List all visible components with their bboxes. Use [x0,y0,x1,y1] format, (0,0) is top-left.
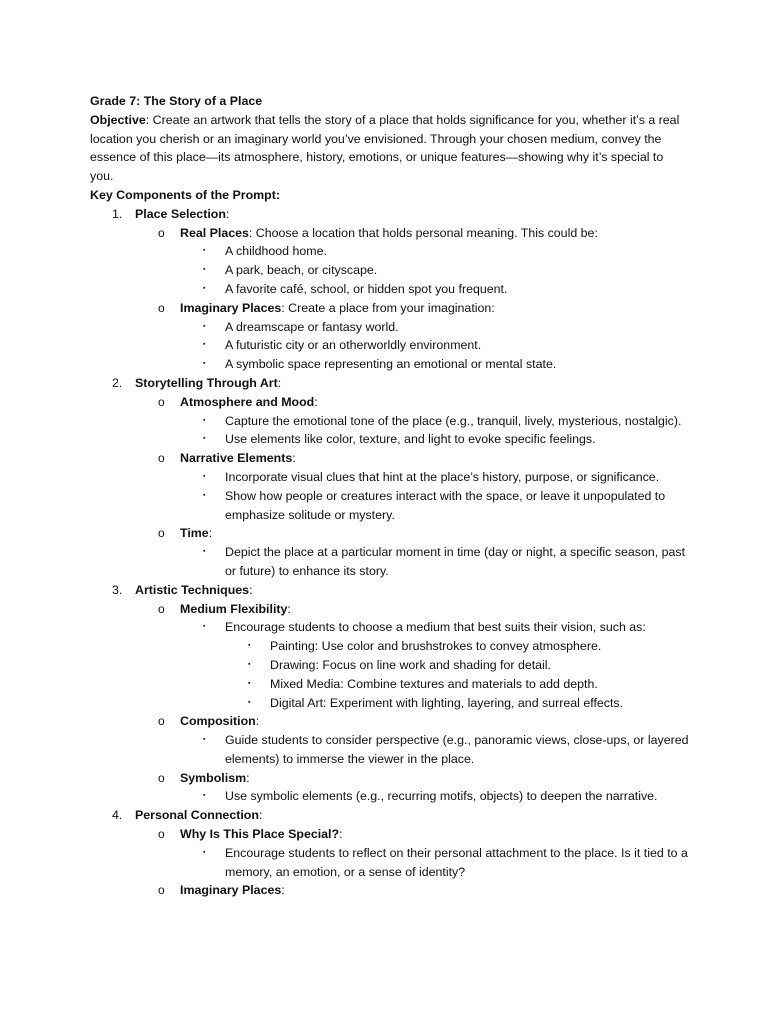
circle-bullet: o [158,827,165,842]
subsection-symbolism: o Symbolism: [90,769,690,788]
circle-bullet: o [158,300,165,315]
subsection-medium-flexibility: o Medium Flexibility: [90,600,690,619]
list-number: 2. [112,375,123,390]
list-item: ▪ Use elements like color, texture, and light to evoke specific feelings. [90,430,690,449]
list-item: ▪ A childhood home. [90,242,690,261]
list-item: ▪ Digital Art: Experiment with lighting, layering, and surreal effects. [90,694,690,713]
subsection-label: Time [180,526,209,541]
circle-bullet: o [158,451,165,466]
list-item: ▪ Mixed Media: Combine textures and materials to add depth. [90,675,690,694]
subsection-atmosphere: o Atmosphere and Mood: [90,393,690,412]
subsection-text: : Choose a location that holds personal meaning. This could be: [248,225,598,240]
subsection-label: Why Is This Place Special? [180,827,340,842]
list-item: ▪ A symbolic space representing an emotional or mental state. [90,355,690,374]
circle-bullet: o [158,601,165,616]
square-bullet: ▪ [248,660,251,668]
square-bullet: ▪ [248,698,251,706]
subsection-label: Real Places [180,225,249,240]
square-bullet: ▪ [203,247,206,255]
subsection-label: Symbolism [180,770,247,785]
subsection-label: Imaginary Places [180,883,282,898]
subsection-composition: o Composition: [90,712,690,731]
section-label: Artistic Techniques [135,582,250,597]
key-components-heading: Key Components of the Prompt: [90,187,280,202]
section-label: Place Selection [135,206,226,221]
square-bullet: ▪ [203,548,206,556]
circle-bullet: o [158,394,165,409]
subsection-why-special: o Why Is This Place Special?: [90,825,690,844]
circle-bullet: o [158,526,165,541]
subsection-narrative: o Narrative Elements: [90,449,690,468]
list-item: ▪ A favorite café, school, or hidden spot you frequent. [90,280,690,299]
square-bullet: ▪ [203,736,206,744]
circle-bullet: o [158,883,165,898]
list-item: ▪ Drawing: Focus on line work and shading for detail. [90,656,690,675]
section-artistic-techniques: 3. Artistic Techniques: [90,581,690,600]
subsection-text: : Create a place from your imagination: [281,300,495,315]
list-item: ▪ A park, beach, or cityscape. [90,261,690,280]
list-item: ▪ A dreamscape or fantasy world. [90,318,690,337]
section-personal-connection: 4. Personal Connection: [90,806,690,825]
list-item: ▪ Painting: Use color and brushstrokes to convey atmosphere. [90,637,690,656]
square-bullet: ▪ [203,284,206,292]
list-number: 1. [112,206,123,221]
list-item: ▪ Show how people or creatures interact with the space, or leave it unpopulated to emphasize solitude or mystery. [203,488,666,522]
square-bullet: ▪ [203,491,206,499]
list-number: 3. [112,582,123,597]
list-item: ▪ A futuristic city or an otherworldly environment. [90,336,690,355]
circle-bullet: o [158,714,165,729]
subsection-label: Medium Flexibility [180,601,288,616]
square-bullet: ▪ [203,266,206,274]
section-label: Storytelling Through Art [135,375,278,390]
objective-paragraph [90,111,690,186]
list-item: ▪ Encourage students to reflect on their personal attachment to the place. Is it tied to a memory, an emotion, or a sense of identity? [203,845,688,879]
document-title: Grade 7: The Story of a Place [90,94,263,108]
subsection-label: Narrative Elements [180,451,293,466]
section-storytelling: 2. Storytelling Through Art: [90,374,690,393]
objective-label: Objective [90,112,146,127]
subsection-real-places [90,224,690,243]
subsection-label: Atmosphere and Mood [180,394,315,409]
list-number: 4. [112,808,123,823]
square-bullet: ▪ [248,679,251,687]
subsection-label: Imaginary Places [180,300,282,315]
list-item: ▪ Use symbolic elements (e.g., recurring motifs, objects) to deepen the narrative. [90,787,690,806]
square-bullet: ▪ [203,322,206,330]
section-place-selection: 1. Place Selection: [90,205,690,224]
square-bullet: ▪ [203,472,206,480]
square-bullet: ▪ [203,435,206,443]
square-bullet: ▪ [203,416,206,424]
list-item: ▪ Capture the emotional tone of the place (e.g., tranquil, lively, mysterious, nostalgic). [90,412,690,431]
objective-text: : Create an artwork that tells the story of a place that holds significance for you, whether it’s a real location you cherish or an imaginary world you’ve envisioned. Through your chosen medium, convey the essence of this place—its atmosphere, history, emotions, or unique features—showing why it’s special to you. [90,112,680,184]
subsection-label: Composition [180,714,256,729]
square-bullet: ▪ [203,623,206,631]
square-bullet: ▪ [203,848,206,856]
subsection-imaginary-places [90,299,690,318]
subsection-imaginary-places-2: o Imaginary Places: [90,881,690,900]
section-label: Personal Connection [135,808,259,823]
list-item: ▪ Guide students to consider perspective (e.g., panoramic views, close-ups, or layered elements) to immerse the viewer in the place. [203,733,689,766]
list-item: ▪ Encourage students to choose a medium that best suits their vision, such as: [90,618,690,637]
subsection-time: o Time: [90,524,690,543]
list-item: ▪ Incorporate visual clues that hint at the place’s history, purpose, or significance. [90,468,690,487]
circle-bullet: o [158,770,165,785]
square-bullet: ▪ [203,360,206,368]
square-bullet: ▪ [203,792,206,800]
list-item: ▪ Depict the place at a particular moment in time (day or night, a specific season, past or future) to enhance its story. [203,545,686,578]
square-bullet: ▪ [248,642,251,650]
square-bullet: ▪ [203,341,206,349]
circle-bullet: o [158,225,165,240]
document-body [90,92,690,900]
key-components-list [90,205,690,900]
